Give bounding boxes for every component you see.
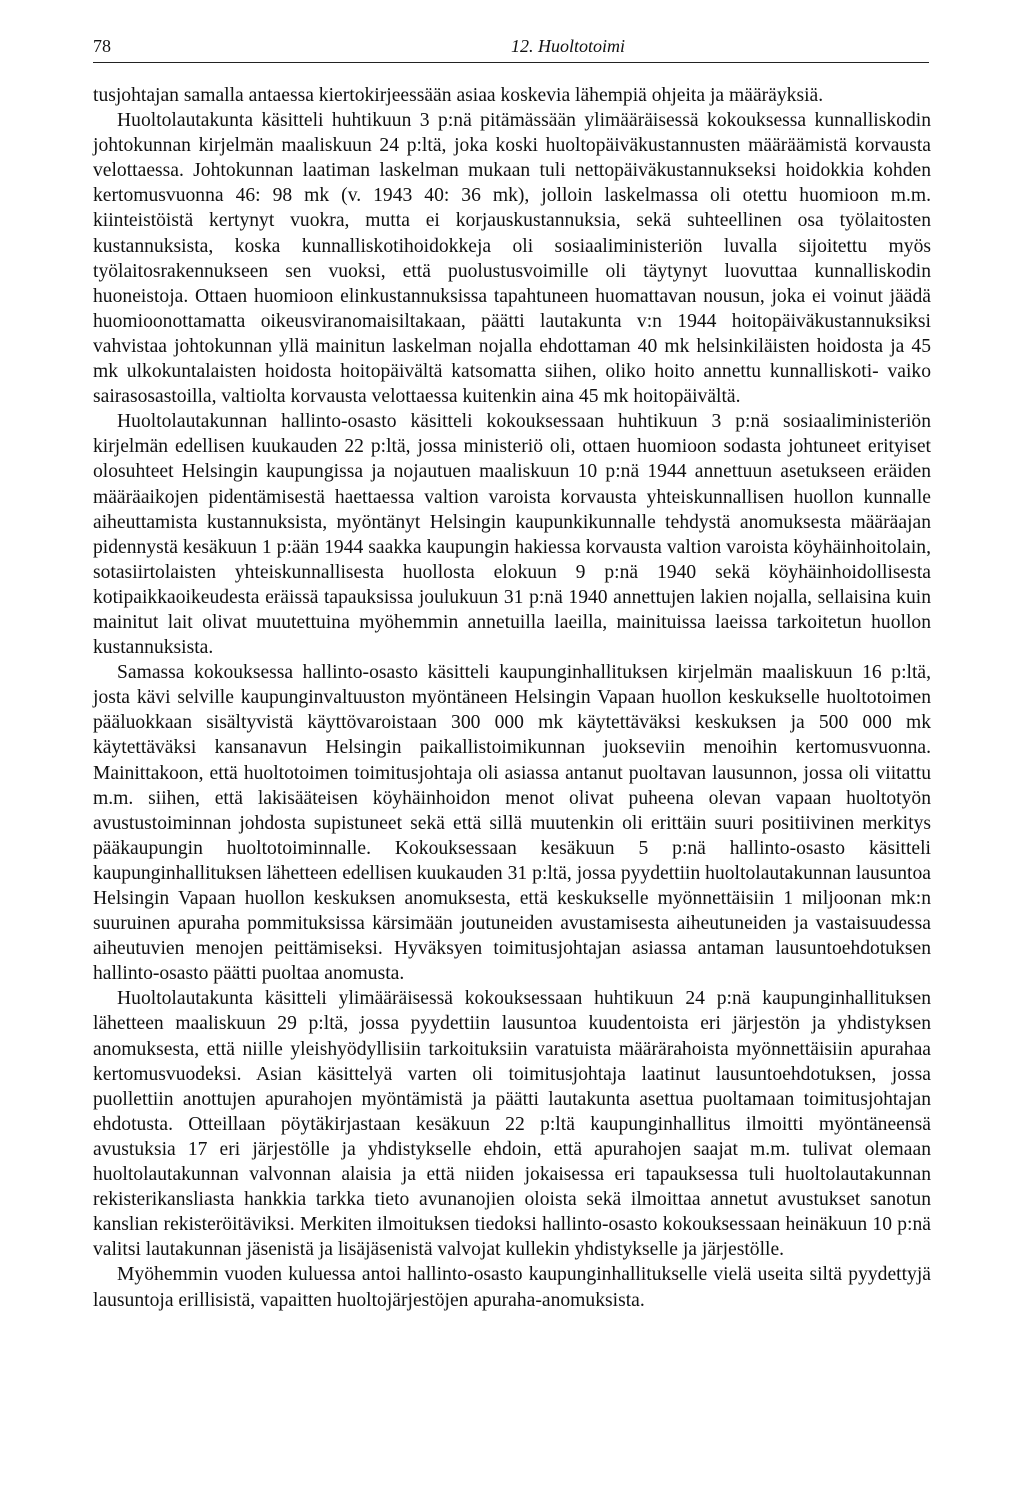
paragraph-3: Huoltolautakunnan hallinto-osasto käsitteli kokouksessaan huhtikuun 3 p:nä sosiaaliministeriön kirjelmän edellisen kuukauden 22 p:ltä, jossa ministeriö oli, ottaen huomioon sodasta johtuneet erityiset olosuhteet Helsingin kaupungissa ja nojautuen maaliskuun 10 p:nä 1944 annettuun asetukseen eräiden määräaikojen pidentämisestä haettaessa valtion varoista korvausta yhteiskunnallisen huollon kunnalle aiheuttamista kustannuksista, myöntänyt Helsingin kaupunkikunnalle tehdystä anomuksesta määräajan pidennystä kesäkuun 1 p:ään 1944 saakka kaupungin hakiessa korvausta valtion varoista köyhäinhoitolain, sotasiirtolaisten yhteiskunnallisesta huollosta elokuun 9 p:nä 1940 sekä köyhäinhoidollisesta kotipaikkaoikeudesta eräissä tapauksissa joulukuun 31 p:nä 1940 annettujen lakien nojalla, sellaisina kuin mainitut lait olivat muutettuina myöhemmin annetuilla laeilla, mainituissa laeissa tarkoitetun huollon kustannuksista. [93,411,931,659]
page-number: 78 [93,36,111,56]
paragraph-2: Huoltolautakunta käsitteli huhtikuun 3 p:nä pitämässään ylimääräisessä kokouksessa kunnalliskodin johtokunnan kirjelmän maaliskuun 24 p:ltä, joka koski huoltopäiväkustannusten määräämistä korvausta velottaessa. Johtokunnan laatiman laskelman mukaan tuli nettopäiväkustannukseksi hoidokkia kohden kertomusvuonna 46: 98 mk (v. 1943 40: 36 mk), jolloin laskelmassa oli otettu huomioon m.m. kiinteistöistä kertynyt vuokra, mutta ei korjauskustannuksia, sekä suhteellinen osa työlaitosten kustannuksista, koska kunnalliskotihoidokkeja oli sosiaaliministeriön luvalla sijoitettu myös työlaitosrakennukseen sen vuoksi, että puolustusvoimille oli täytynyt luovuttaa kunnalliskodin huoneistoja. Ottaen huomioon elinkustannuksissa tapahtuneen huomattavan nousun, joka ei voinut jäädä huomioonottamatta oikeusviranomaisiltakaan, päätti lautakunta v:n 1944 hoitopäiväkustannuksiksi vahvistaa johtokunnan yllä mainitun laskelman nojalla ehdottaman 40 mk helsinkiläisten hoidosta ja 45 mk ulkokuntalaisten hoidosta hoitopäivältä katsomatta siihen, oliko hoito annettu kunnalliskoti- vaiko sairasosastoilla, valtiolta korvausta velottaessa kuitenkin aina 45 mk hoitopäivältä. [93,110,931,408]
paragraph-4: Samassa kokouksessa hallinto-osasto käsitteli kaupunginhallituksen kirjelmän maaliskuun 16 p:ltä, josta kävi selville kaupunginvaltuuston myöntäneen Helsingin Vapaan huollon keskukselle huoltotoimen pääluokkaan sisältyvistä käyttövaroistaan 300 000 mk käytettäväksi keskuksen ja 500 000 mk käytettäväksi kansanavun Helsingin paikallistoimikunnan juokseviin menoihin kertomusvuonna. Mainittakoon, että huoltotoimen toimitusjohtaja oli asiassa antanut puoltavan lausunnon, jossa oli viitattu m.m. siihen, että lakisääteisen köyhäinhoidon menot olivat puheena olevan vapaan huoltotyön avustustoiminnan johdosta supistuneet sekä että sillä muutenkin oli erittäin suuri positiivinen merkitys pääkaupungin huoltotoiminnalle. Kokouksessaan kesäkuun 5 p:nä hallinto-osasto käsitteli kaupunginhallituksen lähetteen edellisen kuukauden 31 p:ltä, jossa pyydettiin huoltolautakunnan lausuntoa Helsingin Vapaan huollon keskuksen anomuksesta, että keskukselle myönnettäisiin 1 miljoonan mk:n suuruinen apuraha pommituksissa kärsimään joutuneiden avustamisesta aiheutuneiden ja vastaisuudessa aiheutuvien menojen peittämiseksi. Hyväksyen toimitusjohtajan asiassa antaman lausuntoehdotuksen hallinto-osasto päätti puoltaa anomusta. [93,662,931,985]
paragraph-5: Huoltolautakunta käsitteli ylimääräisessä kokouksessaan huhtikuun 24 p:nä kaupunginhallituksen lähetteen maaliskuun 29 p:ltä, jossa pyydettiin lausuntoa kuudentoista eri järjestön ja yhdistyksen anomuksesta, että niille yleishyödyllisiin tarkoituksiin varatuista määrärahoista myönnettäisiin apurahaa kertomusvuodeksi. Asian käsittelyä varten oli toimitusjohtaja laatinut lausuntoehdotuksen, jossa puollettiin anottujen apurahojen myöntämistä ja päätti lautakunta asettua puoltamaan toimitusjohtajan ehdotusta. Otteillaan pöytäkirjastaan kesäkuun 22 p:ltä kaupunginhallitus ilmoitti myöntäneensä avustuksia 17 eri järjestölle ja yhdistykselle ehdoin, että apurahojen saajat m.m. tulivat olemaan huoltolautakunnan valvonnan alaisia ja että niiden jokaisessa eri tapauksessa tuli huoltolautakunnan rekisterikansliasta hankkia tarkka tieto avunanojien oloista sekä ilmoittaa annetut avustukset sanotun kanslian rekisteröitäviksi. Merkiten ilmoituksen tiedoksi hallinto-osasto kokouksessaan heinäkuun 10 p:nä valitsi lautakunnan jäsenistä ja lisäjäsenistä valvojat kullekin yhdistykselle ja järjestölle. [93,988,931,1261]
paragraph-6: Myöhemmin vuoden kuluessa antoi hallinto-osasto kaupunginhallitukselle vielä useita siltä pyydettyjä lausuntoja erillisistä, vapaitten huoltojärjestöjen apuraha-anomuksista. [93,1264,931,1311]
running-title: 12. Huoltotoimi [511,36,626,56]
page-header [93,36,929,63]
body-text [93,83,931,1313]
paragraph-1: tusjohtajan samalla antaessa kiertokirjeessään asiaa koskevia lähempiä ohjeita ja määräyksiä. [93,85,824,106]
